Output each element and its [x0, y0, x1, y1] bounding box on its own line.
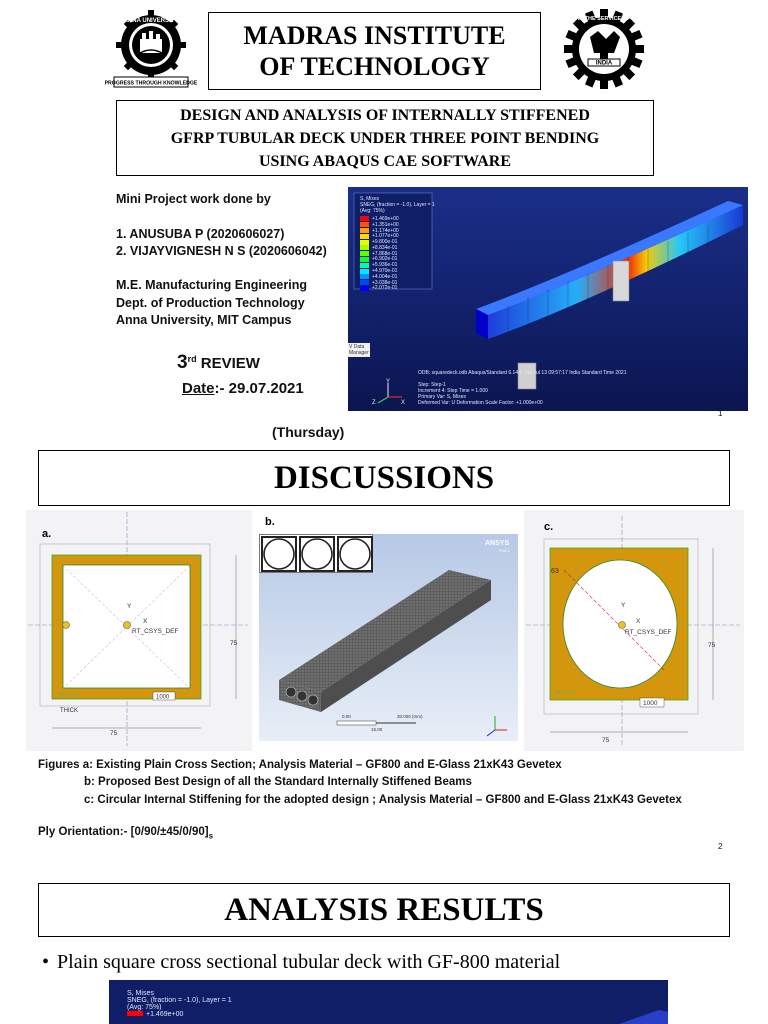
review-ordinal: rd: [187, 354, 197, 364]
mit-gear-logo: [556, 8, 652, 90]
sim-legend-header-3: (Avg: 75%): [360, 208, 385, 214]
abaqus-stress-contour-image: [348, 187, 748, 411]
sim-footer: [418, 370, 626, 406]
dept-line-3: Anna University, MIT Campus: [116, 313, 292, 327]
sim-data-manager: [348, 343, 370, 357]
figure-a-panel: [26, 510, 252, 751]
triad-y: Y: [386, 379, 391, 385]
sim-legend-value: +1.174e+00: [372, 227, 399, 234]
triad-x: X: [401, 400, 406, 406]
ansys-version: R16.1: [499, 548, 510, 553]
sim-legend-value: +8.834e-01: [372, 244, 398, 251]
sim-legend-value: +4.004e-01: [372, 273, 398, 280]
sim-legend-header-2: SNEG, (fraction = -1.0), Layer = 1: [360, 202, 435, 208]
day-clipped: [272, 424, 392, 440]
institute-name-line-2: OF TECHNOLOGY: [259, 52, 490, 81]
ply-sub: s: [208, 831, 214, 841]
institute-name-line-1: MADRAS INSTITUTE: [243, 21, 506, 50]
mit-logo-banner: INDIA: [595, 60, 613, 67]
project-intro: Mini Project work done by: [116, 192, 271, 206]
bullet-icon: •: [42, 951, 50, 973]
day-text: (Thursday): [272, 424, 345, 440]
fig-c-tag-sketch: Sketch-1: [554, 690, 576, 696]
caption-line-c: c: Circular Internal Stiffening for the adopted design ; Analysis Material – GF800 and E-Glass 21xK43 Gevetex: [84, 794, 682, 806]
figure-c-panel: [524, 510, 744, 751]
sim-legend-swatch: [360, 228, 369, 233]
fig-a-csys: RT_CSYS_DEF: [132, 628, 179, 635]
caption-line-a: Figures a: Existing Plain Cross Section; Analysis Material – GF800 and E-Glass 21xK43 Gevetex: [38, 759, 562, 771]
fig-c-tag-box: 1000: [643, 700, 658, 707]
figure-b-panel: [256, 510, 521, 741]
fig-a-dim-right: 75: [230, 640, 238, 647]
sim-legend-value: +9.800e-01: [372, 239, 398, 246]
ply-label: Ply Orientation:-: [38, 826, 131, 838]
ansys-scale-right: 30.000 (mm): [397, 714, 423, 719]
caption-line-b: b: Proposed Best Design of all the Standard Internally Stiffened Beams: [84, 776, 472, 788]
dept-line-1: M.E. Manufacturing Engineering: [116, 278, 307, 292]
sim-legend-header-1: S, Mises: [360, 196, 380, 202]
sim-legend-swatch: [360, 222, 369, 227]
sim-legend-swatch: [360, 251, 369, 256]
ansys-scale-left: 0.00: [342, 714, 351, 719]
sim-legend-swatch: [360, 216, 369, 221]
figure-a-label: a.: [42, 528, 52, 540]
project-title-line-1: DESIGN AND ANALYSIS OF INTERNALLY STIFFENED: [180, 106, 590, 124]
sim-legend-swatch: [360, 240, 369, 245]
abaqus-result-image: [109, 980, 668, 1024]
sim-manager-line-1: V Data: [349, 344, 365, 350]
figure-b-label: b.: [265, 516, 275, 528]
page-number-2: 2: [718, 842, 723, 851]
result-legend: [127, 990, 232, 1018]
fig-c-csys: RT_CSYS_DEF: [625, 629, 672, 636]
fig-a-axis-y: Y: [127, 603, 132, 610]
anna-university-logo: [104, 9, 198, 89]
sim-manager-line-2: Manager: [349, 350, 369, 356]
sim-legend-swatch: [360, 280, 369, 285]
sim-legend-value: +1.469e+00: [372, 215, 399, 222]
member-1: 1. ANUSUBA P (2020606027): [116, 227, 285, 241]
anna-logo-ring-text: ANNA UNIVERSITY: [123, 18, 179, 24]
discussions-heading-box: [38, 450, 730, 506]
sim-legend-swatch: [360, 257, 369, 262]
sim-legend-swatch: [360, 274, 369, 279]
sim-legend-value: +1.351e+00: [372, 221, 399, 228]
ply-orientation: [38, 826, 213, 840]
result-bullet-item: [42, 951, 560, 974]
date-label: Date: [182, 380, 215, 397]
sim-legend-value: +1.077e+00: [372, 233, 399, 240]
sim-legend-swatch: [360, 245, 369, 250]
review-number: 3: [177, 352, 188, 373]
sim-footer-2: Step: Step-1: [418, 382, 446, 388]
sim-legend-swatch: [360, 269, 369, 274]
sim-footer-4: Primary Var: S, Mises: [418, 394, 466, 400]
sim-legend-swatch: [360, 286, 369, 291]
review-date: [182, 380, 304, 397]
discussions-heading: DISCUSSIONS: [273, 459, 495, 496]
project-title-line-2: GFRP TUBULAR DECK UNDER THREE POINT BENDING: [170, 129, 600, 147]
ansys-mesh-image: [259, 534, 518, 741]
member-2: 2. VIJAYVIGNESH N S (2020606042): [116, 244, 327, 258]
result-legend-2: SNEG, (fraction = -1.0), Layer = 1: [127, 997, 232, 1004]
sim-legend-value: +7.868e-01: [372, 250, 398, 257]
project-title-line-3: USING ABAQUS CAE SOFTWARE: [258, 152, 512, 170]
fig-a-dim-bottom: 75: [110, 730, 118, 737]
sim-legend-rows: [360, 216, 435, 291]
cross-section-inset: [259, 534, 373, 573]
sim-legend-value: +2.072e-01: [372, 285, 398, 292]
sim-footer-3: Increment 4: Step Time = 1.000: [418, 388, 488, 394]
ansys-brand: ANSYS: [485, 540, 510, 547]
analysis-results-heading: ANALYSIS RESULTS: [224, 891, 544, 928]
sim-footer-5: Deformed Var: U Deformation Scale Factor: +1.000e+00: [418, 400, 543, 406]
fig-c-axis-y: Y: [621, 602, 626, 609]
fig-c-dim-bottom: 75: [602, 737, 610, 744]
fig-c-dia: 63: [551, 568, 559, 575]
sim-legend-value: +6.902e-01: [372, 256, 398, 263]
fig-a-tag-sketch: Sketch-1: [58, 692, 80, 698]
project-title-box: [116, 100, 654, 176]
ply-value: [0/90/±45/0/90]: [130, 826, 209, 838]
sim-footer-1: ODB: squaredeck.odb Abaqus/Standard 6.14-5 Tue Jul 13 09:57:17 India Standard Time 2021: [418, 370, 627, 376]
anna-logo-motto: PROGRESS THROUGH KNOWLEDGE: [104, 80, 198, 87]
ansys-scale-mid: 15.00: [371, 727, 383, 732]
sim-triad-icon: [372, 377, 408, 405]
sim-legend-swatch: [360, 234, 369, 239]
analysis-results-heading-box: [38, 883, 730, 937]
fig-c-axis-x: X: [636, 618, 641, 625]
result-legend-3: (Avg: 75%): [127, 1004, 162, 1011]
institute-name-box: [208, 12, 541, 90]
date-value: :- 29.07.2021: [214, 380, 304, 397]
page-number-1: 1: [718, 409, 723, 418]
review-word: REVIEW: [196, 355, 260, 372]
sim-legend-value: +4.970e-01: [372, 268, 398, 275]
sim-legend-value: +5.936e-01: [372, 262, 398, 269]
result-bullet-text: Plain square cross sectional tubular deck with GF-800 material: [57, 951, 561, 973]
dept-line-2: Dept. of Production Technology: [116, 296, 305, 310]
fig-a-axis-x: X: [143, 618, 148, 625]
result-legend-4: [127, 1011, 232, 1018]
mit-logo-ring-text: IN THE SERVICE OF: [577, 16, 631, 22]
result-legend-value: +1.469e+00: [146, 1011, 184, 1018]
sim-legend-swatch: [360, 263, 369, 268]
fig-c-dim-right: 75: [708, 642, 716, 649]
triad-z: Z: [372, 400, 376, 406]
fig-a-tag-box: 1000: [156, 694, 170, 701]
sim-legend-value: +3.038e-01: [372, 279, 398, 286]
figure-c-label: c.: [544, 521, 554, 533]
review-label: [177, 352, 260, 374]
sim-legend: [360, 196, 435, 291]
sim-legend-row: [360, 286, 435, 292]
result-legend-1: S, Mises: [127, 990, 154, 997]
fig-a-tag-thick: THICK: [60, 708, 78, 714]
